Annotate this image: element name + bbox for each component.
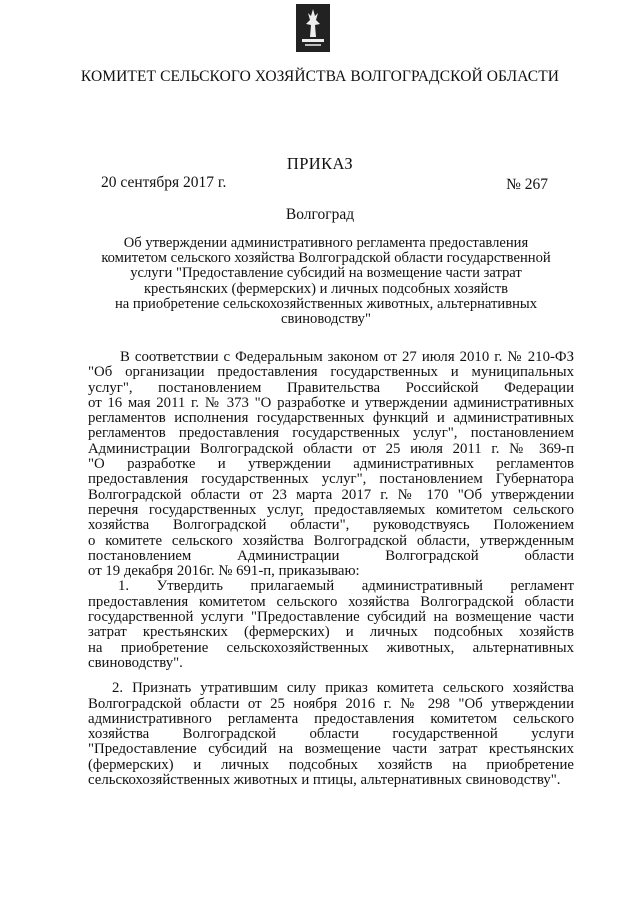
subject-line: свиноводству" xyxy=(281,311,371,328)
order-number: № 267 xyxy=(506,176,548,193)
body-line: о комитете сельского хозяйства Волгоградской области, утвержденным xyxy=(88,532,574,549)
subject-line: Об утверждении административного регламента предоставления xyxy=(123,235,529,251)
body-line: "О разработке и утверждении административных регламентов xyxy=(88,456,574,473)
body-line: Администрации Волгоградской области от 25 июля 2011 г. № 369-п xyxy=(88,440,574,457)
body-line: регламентов исполнения государственных функций и административных xyxy=(88,410,574,427)
coat-of-arms-emblem xyxy=(296,4,330,52)
subject-line: комитетом сельского хозяйства Волгоградской области государственной xyxy=(101,250,551,267)
body-line: предоставления комитетом сельского хозяйства Волгоградской области xyxy=(88,593,574,610)
body-line: В соответствии с Федеральным законом от 27 июля 2010 г. № 210-ФЗ xyxy=(120,349,574,365)
body-line: на приобретение сельскохозяйственных животных, альтернативных xyxy=(88,639,574,656)
document-type: ПРИКАЗ xyxy=(286,154,354,173)
body-line: хозяйства Волгоградской области", руководствуясь Положением xyxy=(88,517,574,534)
subject-line: крестьянских (фермерских) и личных подсобных хозяйств xyxy=(143,280,509,297)
body-line: регламентов предоставления государственных услуг", постановлением xyxy=(88,425,574,442)
preamble-paragraph xyxy=(88,350,574,579)
body-line: сельскохозяйственных животных и птицы, альтернативных свиноводству". xyxy=(88,772,561,789)
body-line: постановлением Администрации Волгоградской области xyxy=(88,547,574,564)
committee-name: КОМИТЕТ СЕЛЬСКОГО ХОЗЯЙСТВА ВОЛГОГРАДСКОЙ ОБЛАСТИ xyxy=(80,68,560,85)
item-2-paragraph xyxy=(88,681,574,788)
body-line: (фермерских) и личных подсобных хозяйств на приобретение xyxy=(88,756,574,773)
body-line: 2. Признать утратившим силу приказ комитета сельского хозяйства xyxy=(112,680,574,697)
body-line: 1. Утвердить прилагаемый административный регламент xyxy=(118,578,574,595)
body-line: "Предоставление субсидий на возмещение части затрат крестьянских xyxy=(88,741,574,758)
order-date: 20 сентября 2017 г. xyxy=(101,174,227,191)
body-line: "Об организации предоставления государственных и муниципальных xyxy=(88,364,574,381)
body-line: государственной услуги "Предоставление субсидий на возмещение части xyxy=(88,609,574,626)
city-name: Волгоград xyxy=(285,206,355,223)
subject-line: услуги "Предоставление субсидий на возмещение части затрат xyxy=(130,265,522,282)
subject-line: на приобретение сельскохозяйственных животных, альтернативных xyxy=(114,295,538,312)
body-line: предоставления государственных услуг", постановлением Губернатора xyxy=(88,471,574,488)
body-line: хозяйства Волгоградской области государственной услуги xyxy=(88,726,574,743)
body-line: свиноводству". xyxy=(88,654,183,671)
body-line: Волгоградской области от 23 марта 2017 г. № 170 "Об утверждении xyxy=(88,486,574,503)
body-line: услуг", постановлением Правительства Российской Федерации xyxy=(88,379,574,396)
body-line: административного регламента предоставления комитетом сельского xyxy=(88,710,574,727)
body-line: перечня государственных услуг, предоставляемых комитетом сельского xyxy=(88,501,574,518)
body-line: Волгоградской области от 25 ноября 2016 г. № 298 "Об утверждении xyxy=(88,695,574,712)
order-body xyxy=(88,350,574,788)
body-line: от 19 декабря 2016г. № 691-п, приказываю: xyxy=(88,563,360,580)
order-subject xyxy=(100,236,552,327)
body-line: затрат крестьянских (фермерских) и личных подсобных хозяйств xyxy=(88,624,574,641)
item-1-paragraph xyxy=(88,579,574,671)
body-line: от 16 мая 2011 г. № 373 "О разработке и утверждении административных xyxy=(88,394,574,411)
